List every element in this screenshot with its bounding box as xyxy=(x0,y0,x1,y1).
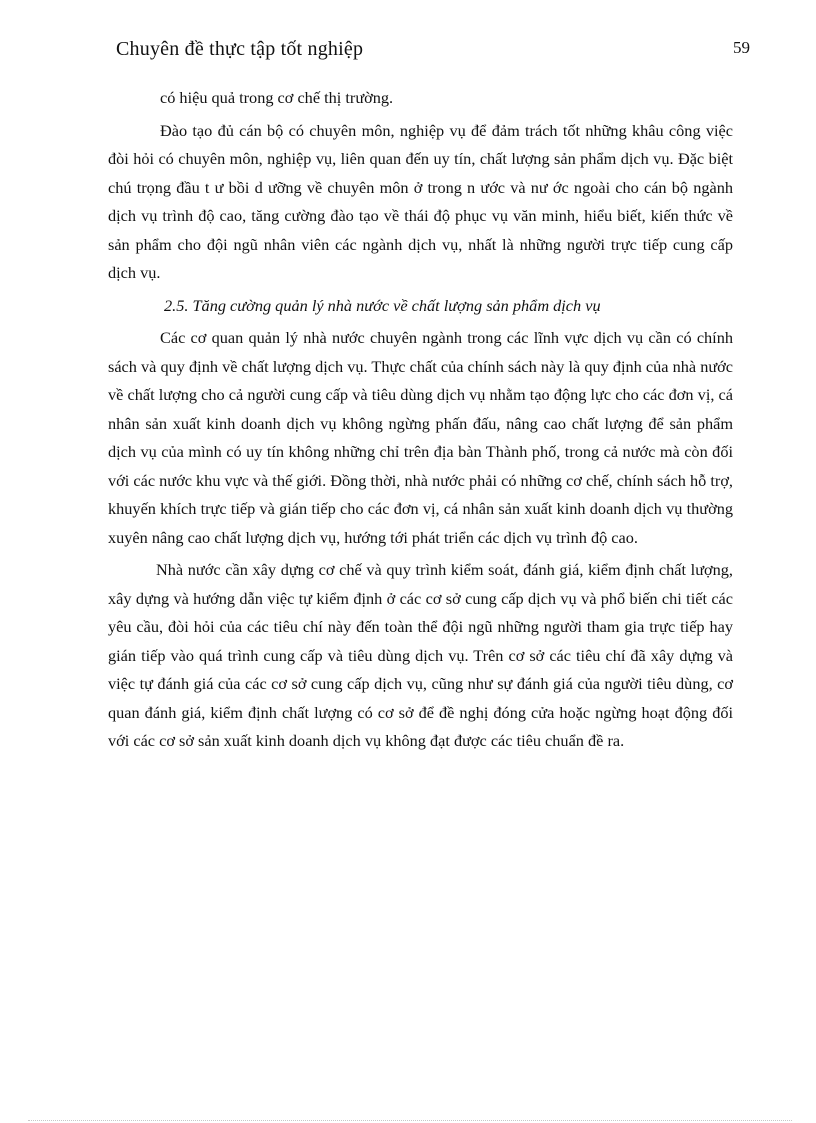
section-heading: 2.5. Tăng cường quản lý nhà nước về chất lượng sản phẩm dịch vụ xyxy=(164,295,601,315)
page-number: 59 xyxy=(733,38,750,57)
paragraph-state-agencies: Các cơ quan quản lý nhà nước chuyên ngành trong các lĩnh vực dịch vụ cần có chính sách và quy định về chất lượng dịch vụ. Thực chất của chính sách này là quy định của nhà nước về chất lượng cho cả người cung cấp và tiêu dùng dịch vụ nhằm tạo động lực cho các đơn vị, cá nhân sản xuất kinh doanh dịch vụ không ngừng phấn đấu, nâng cao chất lượng để sản phẩm dịch vụ của mình có uy tín không những chỉ trên địa bàn Thành phố, trong cả nước mà còn đối với các nước khu vực và thế giới. Đồng thời, nhà nước phải có những cơ chế, chính sách hỗ trợ, khuyến khích trực tiếp và gián tiếp cho các đơn vị, cá nhân sản xuất kinh doanh dịch vụ thường xuyên nâng cao chất lượng dịch vụ, hướng tới phát triển các dịch vụ trình độ cao. xyxy=(108,328,733,547)
page-header xyxy=(116,36,752,66)
document-body xyxy=(108,84,733,756)
paragraph-training: Đào tạo đủ cán bộ có chuyên môn, nghiệp vụ để đảm trách tốt những khâu công việc đòi hỏi có chuyên môn, nghiệp vụ, liên quan đến uy tín, chất lượng sản phẩm dịch vụ. Đặc biệt chú trọng đầu t ư bồi d ưỡng về chuyên môn ở trong n ước và nư ớc ngoài cho cán bộ ngành dịch vụ trình độ cao, tăng cường đào tạo về thái độ phục vụ văn minh, hiểu biết, kiến thức về sản phẩm cho đội ngũ nhân viên các ngành dịch vụ, nhất là những người trực tiếp cung cấp dịch vụ. xyxy=(108,120,733,282)
paragraph-continuation: có hiệu quả trong cơ chế thị trường. xyxy=(160,88,394,107)
page-bottom-divider xyxy=(28,1120,792,1121)
paragraph-mechanism: Nhà nước cần xây dựng cơ chế và quy trình kiểm soát, đánh giá, kiểm định chất lượng, xây dựng và hướng dẫn việc tự kiểm định ở các cơ sở cung cấp dịch vụ và phổ biến chi tiết các yêu cầu, đòi hỏi của các tiêu chí này đến toàn thể đội ngũ những người tham gia trực tiếp hay gián tiếp vào quá trình cung cấp và tiêu dùng dịch vụ. Trên cơ sở các tiêu chí đã xây dựng và việc tự đánh giá của các cơ sở cung cấp dịch vụ, cũng như sự đánh giá của người tiêu dùng, cơ quan đánh giá, kiểm định chất lượng có cơ sở để đề nghị đóng cửa hoặc ngừng hoạt động đối với các cơ sở sản xuất kinh doanh dịch vụ không đạt được các tiêu chuẩn đề ra. xyxy=(108,560,733,750)
document-title: Chuyên đề thực tập tốt nghiệp xyxy=(116,38,364,60)
